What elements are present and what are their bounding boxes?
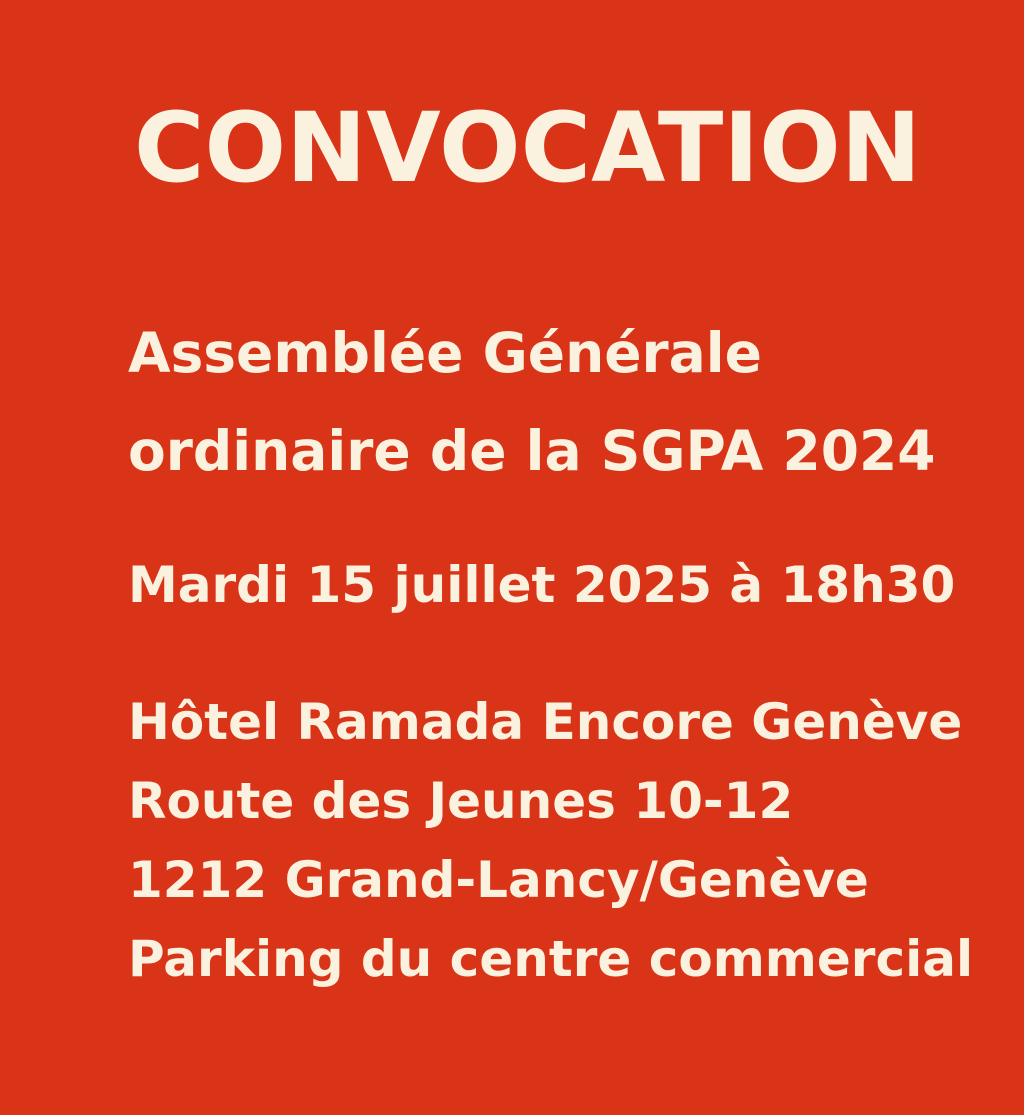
venue-street: Route des Jeunes 10-12 xyxy=(128,772,794,830)
venue-name: Hôtel Ramada Encore Genève xyxy=(128,693,963,751)
poster-title: CONVOCATION xyxy=(134,92,922,204)
event-datetime: Mardi 15 juillet 2025 à 18h30 xyxy=(128,556,956,614)
event-name-line-2: ordinaire de la SGPA 2024 xyxy=(128,419,936,483)
venue-city: 1212 Grand-Lancy/Genève xyxy=(128,851,869,909)
parking-info: Parking du centre commercial xyxy=(128,930,974,988)
event-name-line-1: Assemblée Générale xyxy=(128,321,762,385)
